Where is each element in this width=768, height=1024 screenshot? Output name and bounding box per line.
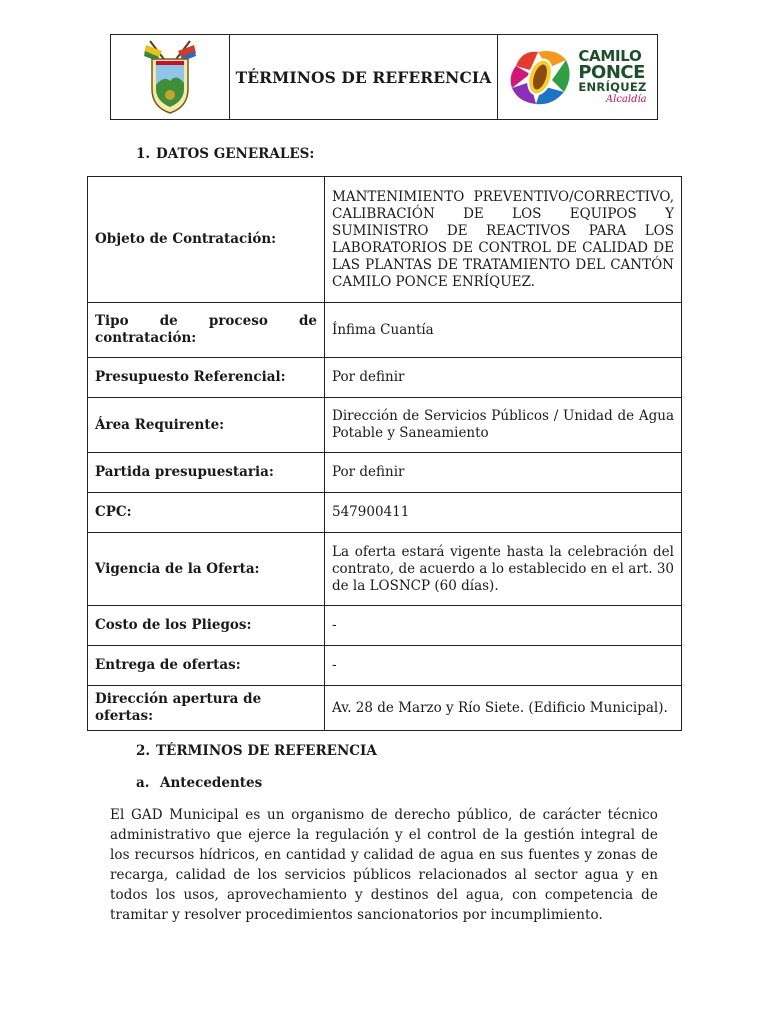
subsection-a-heading (136, 775, 262, 791)
table-row (88, 453, 682, 493)
row-label: Tipo de proceso de contratación: (88, 303, 325, 358)
row-label: Dirección apertura de ofertas: (88, 686, 325, 731)
brand-tagline: Alcaldía (605, 93, 647, 105)
document-title: TÉRMINOS DE REFERENCIA (230, 35, 498, 119)
row-value: MANTENIMIENTO PREVENTIVO/CORRECTIVO, CALIBRACIÓN DE LOS EQUIPOS Y SUMINISTRO DE REACTIVOS PARA LOS LABORATORIOS DE CONTROL DE CALIDAD DE LAS PLANTAS DE TRATAMIENTO DEL CANTÓN CAMILO PONCE ENRÍQUEZ. (325, 177, 682, 303)
table-row (88, 686, 682, 731)
table-row (88, 606, 682, 646)
brand-line-3: ENRÍQUEZ (578, 80, 647, 95)
row-value: Av. 28 de Marzo y Río Siete. (Edificio Municipal). (325, 686, 682, 731)
table-row (88, 358, 682, 398)
coat-of-arms-icon (140, 37, 200, 117)
row-value: La oferta estará vigente hasta la celebración del contrato, de acuerdo a lo establecido en el art. 30 de la LOSNCP (60 días). (325, 533, 682, 606)
section-2-heading (136, 743, 377, 759)
general-data-table (87, 176, 682, 731)
row-value: Por definir (325, 453, 682, 493)
table-row (88, 177, 682, 303)
row-value: - (325, 646, 682, 686)
section-1-title: DATOS GENERALES: (156, 146, 315, 162)
row-value: Ínfima Cuantía (325, 303, 682, 358)
table-row (88, 493, 682, 533)
header-left-logo-cell (111, 35, 230, 119)
row-value: 547900411 (325, 493, 682, 533)
section-2-number: 2. (136, 743, 151, 759)
antecedentes-paragraph: El GAD Municipal es un organismo de derecho público, de carácter técnico administrativo que ejerce la regulación y el control de la gestión integral de los recursos hídricos, en cantidad y calidad de agua en sus fuentes y zonas de recarga, calidad de los servicios públicos relacionados al sector agua y en todos los usos, aprovechamiento y destinos del agua, con competencia de tramitar y resolver procedimientos sancionatorios por incumplimiento. (110, 807, 658, 923)
brand-text (578, 49, 646, 105)
brand-line-2: PONCE (578, 62, 645, 84)
table-row (88, 533, 682, 606)
cacao-pod-icon (508, 46, 574, 108)
row-label: Partida presupuestaria: (88, 453, 325, 493)
table-row (88, 646, 682, 686)
section-2-title: TÉRMINOS DE REFERENCIA (156, 743, 377, 759)
table-row (88, 303, 682, 358)
row-label: CPC: (88, 493, 325, 533)
document-header (110, 34, 658, 120)
section-1-number: 1. (136, 146, 151, 162)
row-label: Presupuesto Referencial: (88, 358, 325, 398)
row-label: Vigencia de la Oferta: (88, 533, 325, 606)
row-label: Entrega de ofertas: (88, 646, 325, 686)
row-label: Costo de los Pliegos: (88, 606, 325, 646)
section-1-heading (136, 146, 314, 162)
row-label: Área Requirente: (88, 398, 325, 453)
municipality-brand (508, 46, 646, 108)
row-value: Por definir (325, 358, 682, 398)
row-value: - (325, 606, 682, 646)
subsection-a-title: Antecedentes (160, 775, 263, 791)
row-value: Dirección de Servicios Públicos / Unidad de Agua Potable y Saneamiento (325, 398, 682, 453)
table-row (88, 398, 682, 453)
row-label: Objeto de Contratación: (88, 177, 325, 303)
header-right-logo-cell (498, 35, 657, 119)
brand-line-1: CAMILO (578, 47, 642, 66)
subsection-a-letter: a. (136, 775, 150, 791)
